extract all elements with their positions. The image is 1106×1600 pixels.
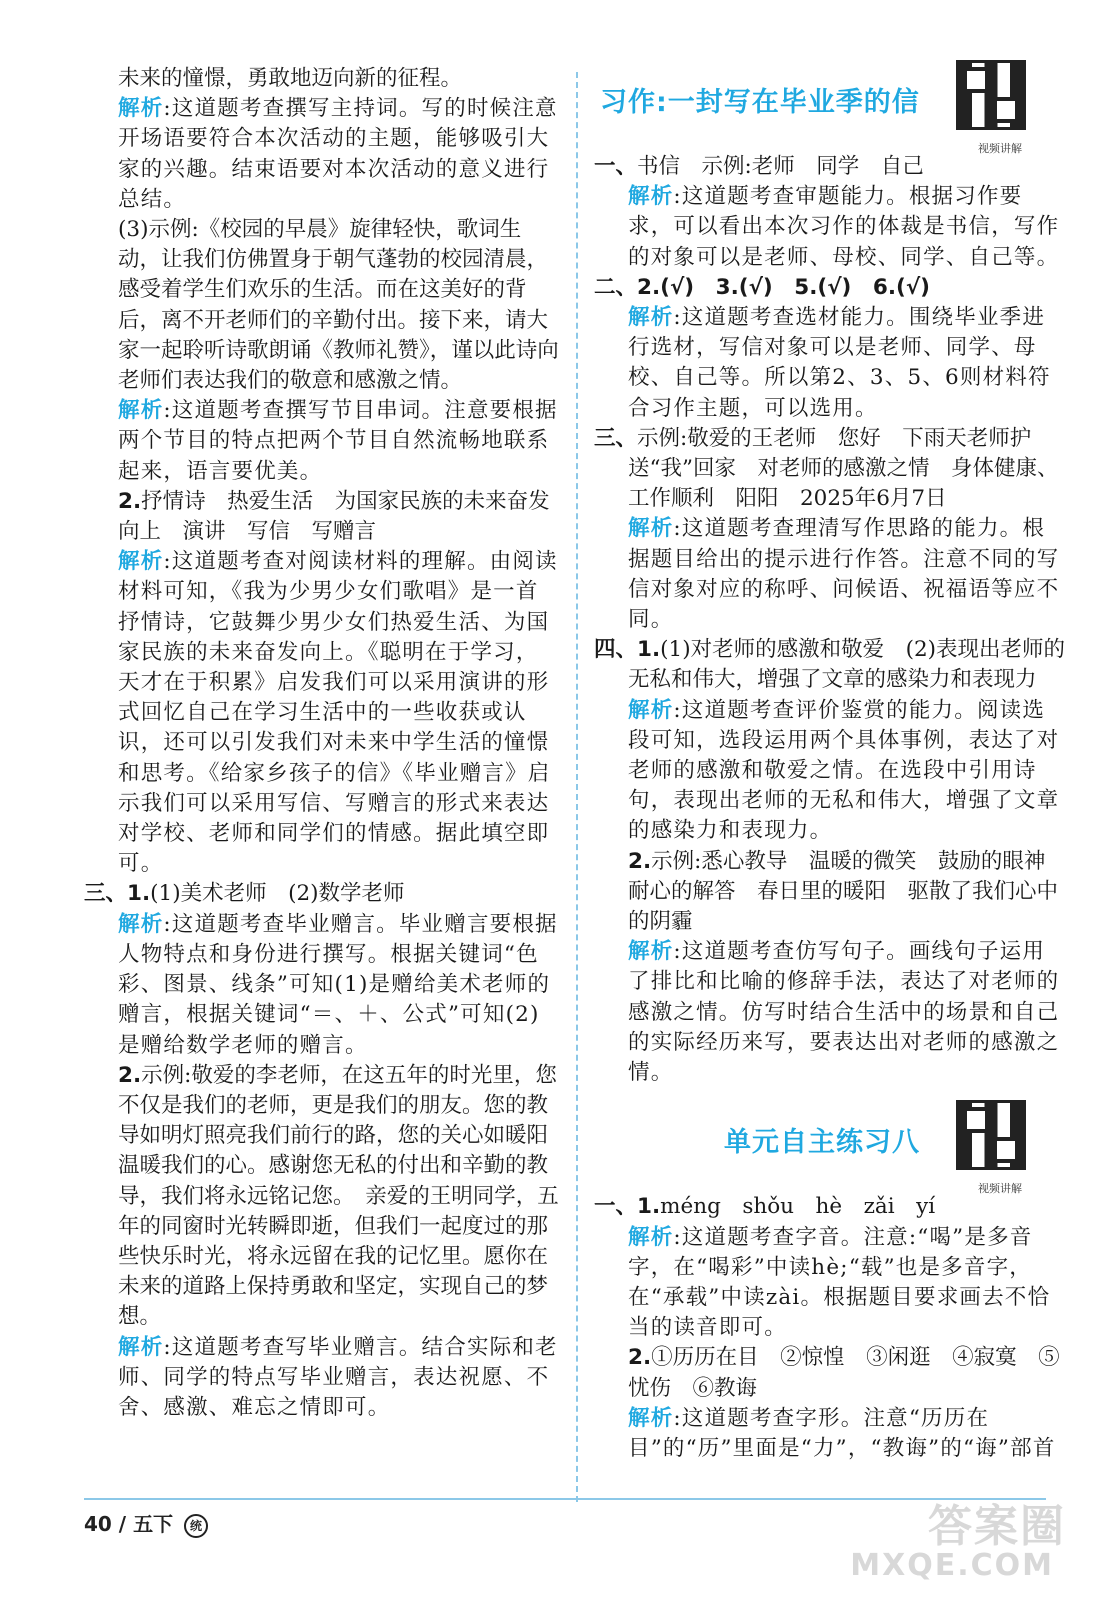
analysis-paragraph: [84, 396, 560, 487]
question-number: 二、: [594, 274, 638, 300]
section-header: [594, 54, 1066, 155]
analysis-label: 解析: [628, 1405, 674, 1431]
qr-caption: 视频讲解: [978, 1182, 1022, 1196]
question-number: 一、: [594, 154, 638, 179]
analysis-paragraph: [594, 182, 1066, 273]
question-number: 2.: [118, 1062, 142, 1088]
analysis-paragraph: [84, 94, 560, 215]
question-number: 2.: [628, 1345, 652, 1371]
analysis-text: :这道题考查对阅读材料的理解。由阅读材料可知，《我为少男少女们歌唱》是一首抒情诗，它鼓舞少男少女们热爱生活、为国家民族的未来奋发向上。《聪明在于学习，天才在于积累》启发我们可以采用演讲的形式回忆自己在学习生活中的一些收获或认识，还可以引发我们对未来中学生活的憧憬和思考。《给家乡孩子的信》《毕业赠言》启示我们可以采用写信、写赠言的形式来表达对学校、老师和同学们的情感。据此填空即可。: [118, 549, 558, 877]
analysis-paragraph: [594, 696, 1066, 847]
analysis-paragraph: [84, 910, 560, 1061]
section-header: [594, 1094, 1066, 1196]
analysis-paragraph: [594, 514, 1066, 635]
analysis-label: 解析: [118, 398, 164, 424]
answer-text: 示例:敬爱的王老师 您好 下雨天老师护送“我”回家 对老师的感激之情 身体健康、工作顺利 阳阳 2025年6月7日: [628, 425, 1059, 512]
analysis-label: 解析: [628, 697, 674, 723]
analysis-text: :这道题考查撰写主持词。写的时候注意开场语要符合本次活动的主题，能够吸引大家的兴趣。结束语要对本次活动的意义进行总结。: [118, 96, 558, 212]
analysis-paragraph: [84, 1333, 560, 1424]
text-line: 未来的憧憬，勇敢地迈向新的征程。: [118, 66, 463, 91]
watermark-url: MXQE.COM: [850, 1548, 1054, 1583]
analysis-paragraph: [594, 303, 1066, 424]
analysis-label: 解析: [628, 516, 674, 542]
analysis-label: 解析: [628, 305, 674, 331]
answer-paragraph: [84, 879, 560, 909]
question-number: 2.: [118, 488, 142, 514]
analysis-text: :这道题考查毕业赠言。毕业赠言要根据人物特点和身份进行撰写。根据关键词“色彩、图景、线条”可知(1)是赠给美术老师的赠言，根据关键词“＝、＋、公式”可知(2)是赠给数学老师的赠言。: [118, 911, 558, 1058]
analysis-paragraph: [594, 937, 1066, 1088]
answer-text: 书信 示例:老师 同学 自己: [637, 154, 924, 179]
analysis-paragraph: [84, 547, 560, 879]
answer-text: 示例:悉心教导 温暖的微笑 鼓励的眼神 耐心的解答 春日里的暖阳 驱散了我们心中的阴霾: [628, 848, 1067, 935]
answer-text: (1)对老师的感激和敬爱 (2)表现出老师的无私和伟大，增强了文章的感染力和表现力: [628, 637, 1066, 693]
analysis-paragraph: [594, 1223, 1066, 1344]
question-number: 四、1.: [594, 637, 661, 663]
analysis-label: 解析: [628, 1224, 674, 1250]
answer-text: ①历历在目 ②惊惶 ③闲逛 ④寂寞 ⑤忧伤 ⑥教诲: [628, 1345, 1060, 1401]
question-number: 一、1.: [594, 1194, 661, 1220]
qr-code-icon[interactable]: [956, 60, 1026, 130]
watermark-logo: 答案圈: [928, 1501, 1066, 1552]
answer-text: 示例:敬爱的李老师，在这五年的时光里，您不仅是我们的老师，更是我们的朋友。您的教导如明灯照亮我们前行的路，您的关心如暖阳温暖我们的心。感谢您无私的付出和辛勤的教导，我们将永远铭记您。 亲爱的王明同学，五年的同窗时光转瞬即逝，但我们一起度过的那些快乐时光，将永远留在我的记忆里。愿你在未来的道路上保持勇敢和坚定，实现自己的梦想。: [118, 1062, 559, 1330]
qr-caption: 视频讲解: [978, 142, 1022, 155]
analysis-text: :这道题考查仿写句子。画线句子运用了排比和比喻的修辞手法，表达了对老师的感激之情。仿写时结合生活中的场景和自己的实际经历来写，要表达出对老师的感激之情。: [628, 939, 1060, 1086]
analysis-text: :这道题考查写毕业赠言。结合实际和老师、同学的特点写毕业赠言，表达祝愿、不舍、感激、难忘之情即可。: [118, 1334, 558, 1420]
right-column: [594, 64, 1066, 1464]
question-number: 三、1.: [84, 881, 151, 907]
question-number: 2.: [628, 848, 652, 874]
section-title: 习作:一封写在毕业季的信: [600, 87, 920, 118]
left-column: [84, 64, 560, 1423]
analysis-paragraph: [594, 1404, 1066, 1464]
edition-badge: 统: [184, 1514, 208, 1538]
analysis-label: 解析: [118, 1334, 164, 1360]
analysis-text: :这道题考查字音。注意:“喝”是多音字，在“喝彩”中读hè;“载”也是多音字，在“承载”中读zài。根据题目要求画去不恰当的读音即可。: [628, 1224, 1051, 1341]
pinyin-answer: méng shǒu hè zǎi yí: [660, 1194, 936, 1220]
footer-rule: [84, 1498, 1046, 1500]
page-footer: [84, 1508, 208, 1538]
analysis-label: 解析: [118, 911, 164, 937]
analysis-label: 解析: [118, 549, 164, 575]
analysis-text: :这道题考查评价鉴赏的能力。阅读选段可知，选段运用两个具体事例，表达了对老师的感激和敬爱之情。在选段中引用诗句，表现出老师的无私和伟大，增强了文章的感染力和表现力。: [628, 697, 1060, 844]
question-number: 三、: [594, 425, 638, 451]
analysis-text: :这道题考查审题能力。根据习作要求，可以看出本次习作的体裁是书信，写作的对象可以是老师、母校、同学、自己等。: [628, 184, 1060, 270]
analysis-text: :这道题考查撰写节目串词。注意要根据两个节目的特点把两个节目自然流畅地联系起来，语言要优美。: [118, 398, 558, 484]
column-divider: [576, 72, 578, 1502]
section-title: 单元自主练习八: [724, 1127, 920, 1159]
analysis-label: 解析: [628, 939, 674, 965]
answer-paragraph: [84, 487, 560, 547]
qr-code-icon[interactable]: [956, 1100, 1026, 1170]
analysis-label: 解析: [628, 184, 674, 210]
answer-paragraph: [594, 273, 1066, 303]
answer-text: 抒情诗 热爱生活 为国家民族的未来奋发向上 演讲 写信 写赠言: [118, 488, 550, 545]
answer-text: 2.(√) 3.(√) 5.(√) 6.(√): [637, 274, 930, 300]
example-paragraph: (3)示例:《校园的早晨》旋律轻快，歌词生动，让我们仿佛置身于朝气蓬勃的校园清晨，感受着学生们欢乐的生活。而在这美好的背后，离不开老师们的辛勤付出。接下来，请大家一起聆听诗歌朗诵《教师礼赞》，谨以此诗向老师们表达我们的敬意和感激之情。: [118, 217, 559, 394]
page-number: 40 / 五下: [84, 1512, 174, 1536]
analysis-text: :这道题考查选材能力。围绕毕业季进行选材，写信对象可以是老师、同学、母校、自己等。所以第2、3、5、6则材料符合习作主题，可以选用。: [628, 305, 1051, 421]
analysis-text: :这道题考查字形。注意“历历在目”的“历”里面是“力”，“教诲”的“诲”部首: [628, 1405, 1056, 1461]
answer-text: (1)美术老师 (2)数学老师: [150, 881, 405, 907]
answer-paragraph: [594, 424, 1066, 515]
answer-paragraph: [594, 847, 1066, 938]
answer-paragraph: [84, 1061, 560, 1333]
analysis-label: 解析: [118, 96, 164, 122]
answer-paragraph: [594, 1343, 1066, 1403]
analysis-text: :这道题考查理清写作思路的能力。根据题目给出的提示进行作答。注意不同的写信对象对应的称呼、问候语、祝福语等应不同。: [628, 516, 1060, 633]
answer-paragraph: [594, 635, 1066, 695]
